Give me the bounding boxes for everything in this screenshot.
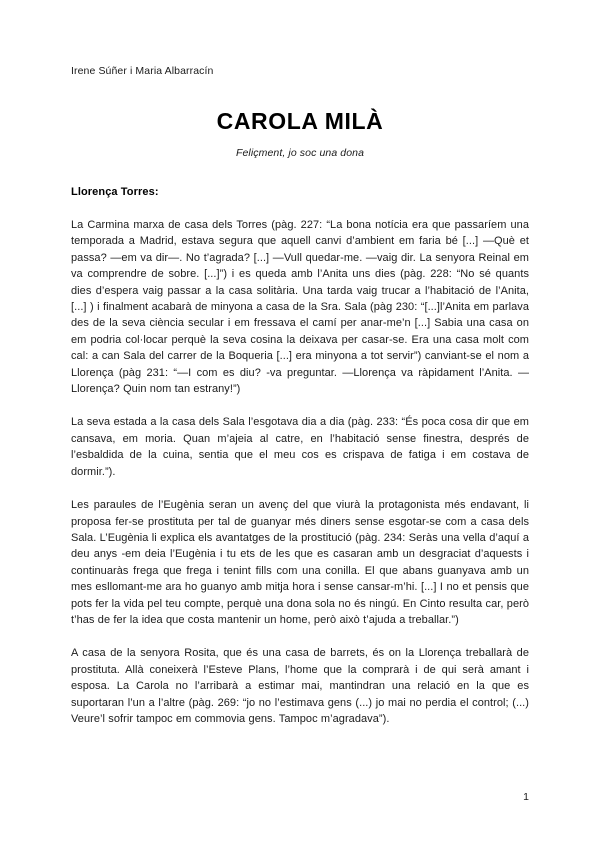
page-title: CAROLA MILÀ (216, 108, 384, 134)
document-content (71, 64, 529, 727)
body-paragraph: La Carmina marxa de casa dels Torres (pàg. 227: “La bona notícia era que passaríem una temporada a Madrid, estava segura que aquell canvi d’ambient em faria bé [...] —Què et passa? —em va dir—. No t’agrada? [...] —Vull quedar-me. —vaig dir. La senyora Reinal em va comprendre de sobre. [...]”) i es queda amb l’Anita uns dies (pàg. 228: “No sé quants dies d’espera vaig passar a la casa solitària. Una tarda vaig trucar a l’habitació de l’Anita, [...] ) i finalment acabarà de minyona a casa de la Sra. Sala (pàg 230: “[...]l’Anita em parlava des de la seva ciència secular i em fressava el camí per anar-me’n [...] Sabia una casa on em podria col·locar perquè la seva cosina la deixava per casar-se. Era una casa molt com cal: a can Sala del carrer de la Boqueria [...] era minyona a tot servir”) canviant-se el nom a Llorença (pàg 231: “—I com es diu? -va preguntar. —Llorença va ràpidament l’Anita. —Llorença? Quin nom tan estrany!”) (71, 219, 529, 396)
section-heading-llorenca-torres: Llorença Torres: (71, 186, 159, 198)
page-subtitle: Feliçment, jo soc una dona (235, 147, 365, 159)
body-paragraph: Les paraules de l’Eugènia seran un avenç del que viurà la protagonista més endavant, li proposa fer-se prostituta per tal de guanyar més diners sense esgotar-se com a casa dels Sala. L’Eugènia li explica els avantatges de la prostitució (pàg. 234: Seràs una vella d’aquí a deu anys -em deia l’Eugènia i tu ets de les que es casaran amb un desgraciat d’aquests i continuaràs frega que frega i tenint fills com una conilla. El que abans guanyava amb un mes esllomant-me ara ho guanyo amb mitja hora i sense cansar-m’hi. [...] I no et pensis que pots fer la vida pel teu compte, perquè una dona sola no és ningú. En Cinto resulta car, però t’has de fer la idea que costa mantenir un home, però això t’ajuda a treballar.”) (71, 499, 529, 626)
body-paragraph: A casa de la senyora Rosita, que és una casa de barrets, és on la Llorença treballarà de prostituta. Allà coneixerà l’Esteve Plans, l’home que la comprarà i de qui serà amant i esposa. La Carola no l’arribarà a estimar mai, mantindran una relació en la que es suportaran l’un a l’altre (pàg. 269: “jo no l’estimava gens (...) jo mai no perdia el control; (...) Veure’l sofrir tampoc em commovia gens. Tampoc m’agradava”). (71, 647, 529, 725)
page-number: 1 (523, 791, 529, 803)
author-byline: Irene Súñer i Maria Albarracín (71, 65, 214, 77)
body-paragraph: La seva estada a la casa dels Sala l’esgotava dia a dia (pàg. 233: “És poca cosa dir que em cansava, em moria. Quan m’ajeia al catre, en l’habitació sense finestra, després de l’esbaldida de la cuina, sentia que el meu cos es crispava de fatiga i em costava de dormir.”). (71, 416, 529, 478)
